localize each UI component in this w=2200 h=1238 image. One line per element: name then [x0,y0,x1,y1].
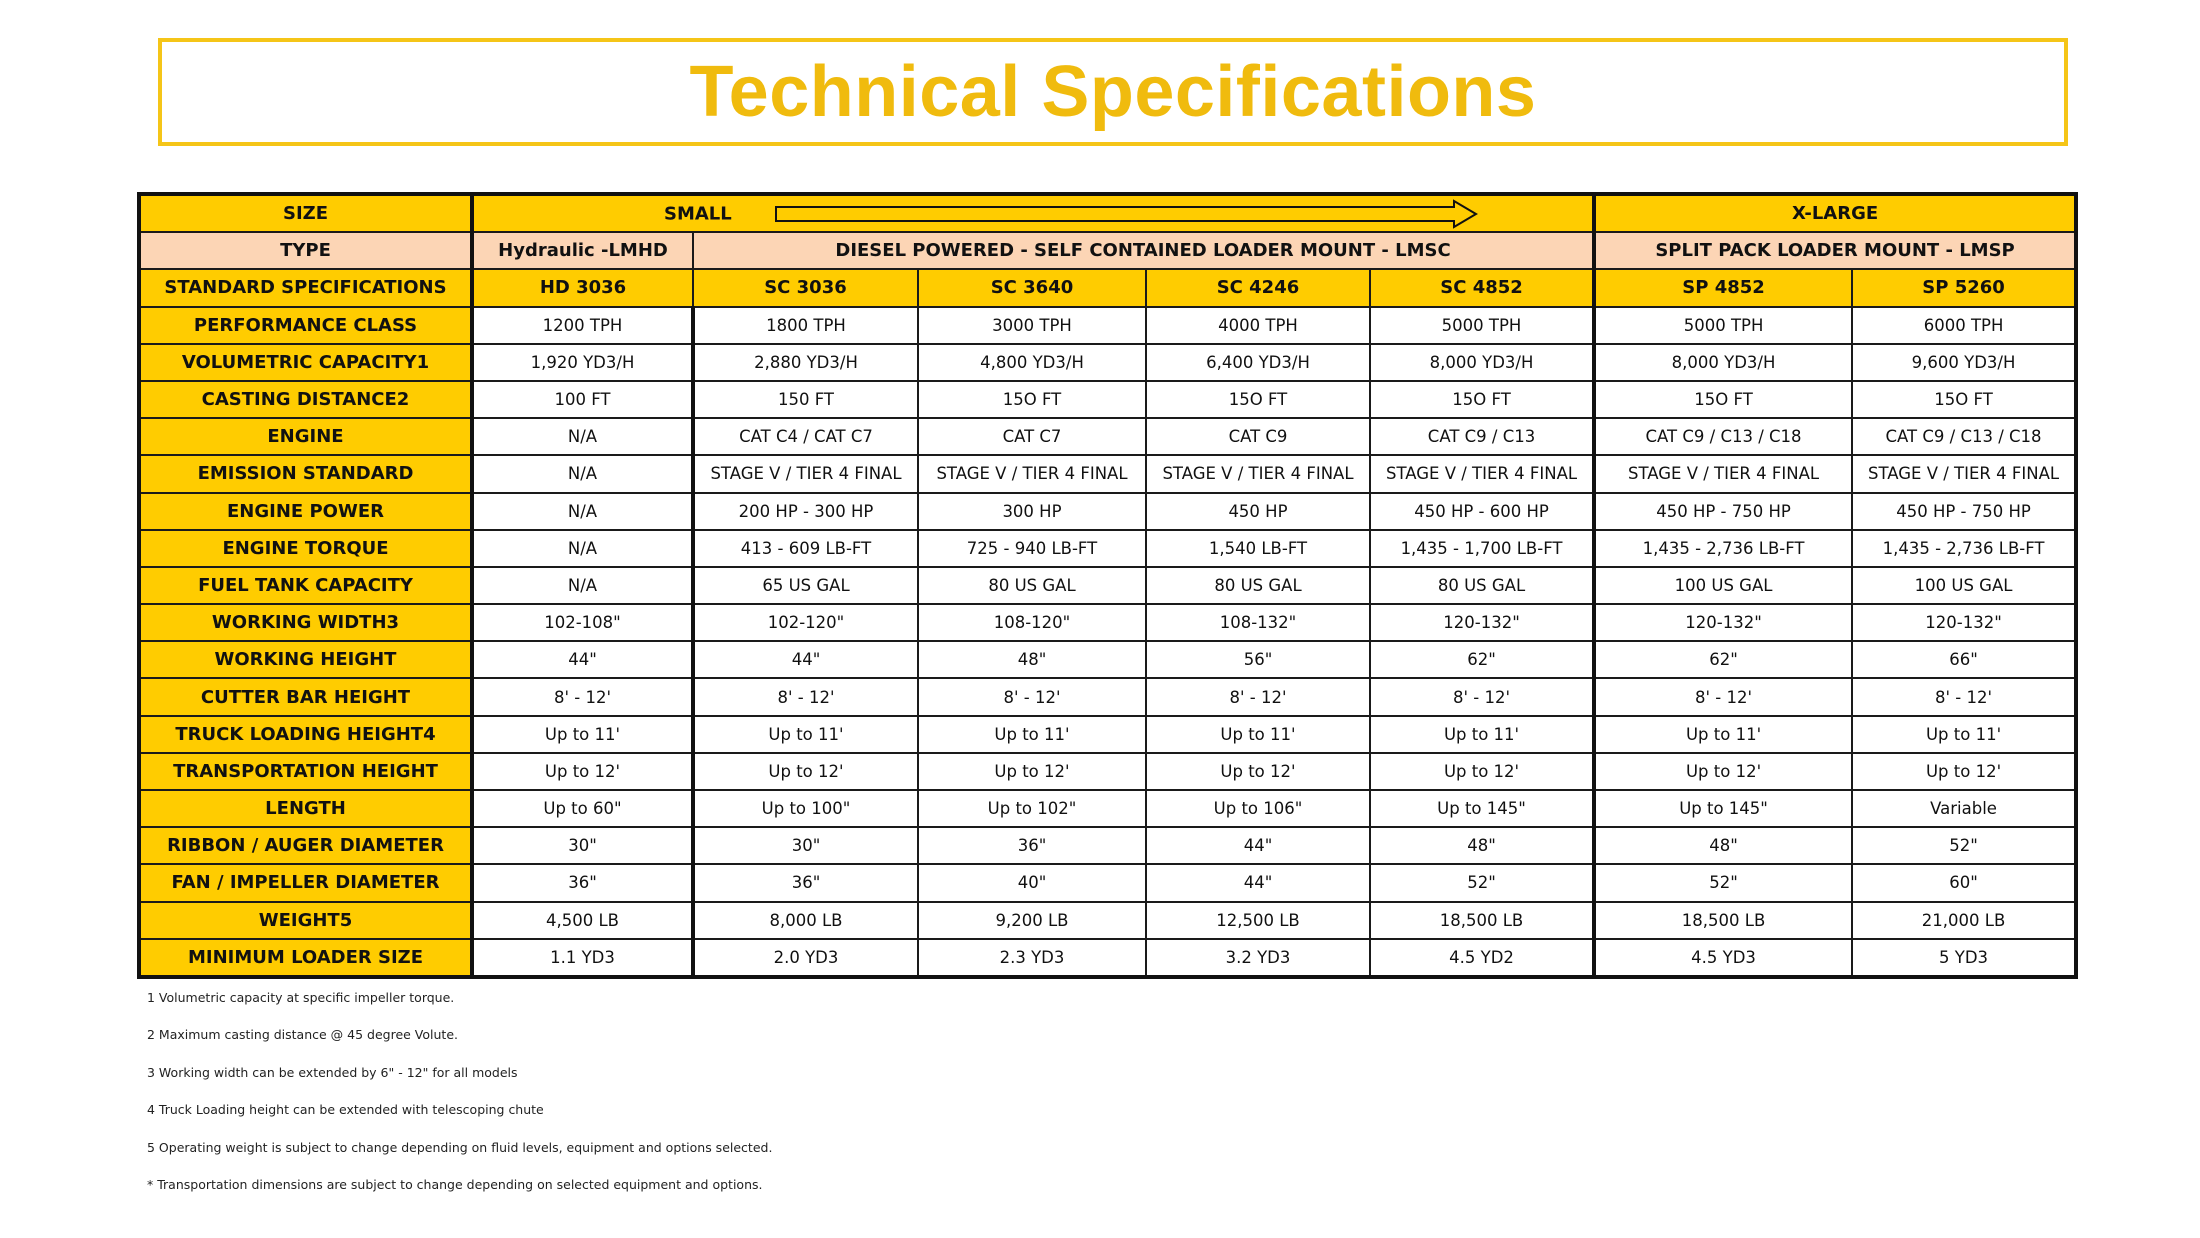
spec-label: WORKING HEIGHT [139,641,472,678]
spec-value: 44" [1146,827,1370,864]
spec-row [139,753,2076,790]
spec-value: N/A [472,455,693,492]
model-header: SC 3036 [693,269,918,306]
spec-value: 15O FT [1594,381,1852,418]
spec-value: 1,435 - 1,700 LB-FT [1370,530,1594,567]
spec-value: Up to 100" [693,790,918,827]
spec-value: 1,540 LB-FT [1146,530,1370,567]
models-label: STANDARD SPECIFICATIONS [139,269,472,306]
spec-value: 48" [918,641,1146,678]
spec-value: 8' - 12' [918,678,1146,715]
spec-value: 36" [472,864,693,901]
spec-value: 8' - 12' [1146,678,1370,715]
size-xlarge-cell: X-LARGE [1594,194,2076,232]
spec-value: 15O FT [1852,381,2076,418]
type-diesel: DIESEL POWERED - SELF CONTAINED LOADER MOUNT - LMSC [693,232,1594,269]
spec-value: Up to 60" [472,790,693,827]
spec-value: STAGE V / TIER 4 FINAL [693,455,918,492]
spec-value: 6,400 YD3/H [1146,344,1370,381]
spec-value: 80 US GAL [1370,567,1594,604]
spec-value: Up to 12' [693,753,918,790]
spec-value: N/A [472,530,693,567]
spec-value: 2.3 YD3 [918,939,1146,977]
footnote: * Transportation dimensions are subject to change depending on selected equipment and options. [147,1176,763,1192]
spec-value: Up to 11' [1852,716,2076,753]
spec-value: 12,500 LB [1146,902,1370,939]
spec-value: 4.5 YD2 [1370,939,1594,977]
spec-value: N/A [472,567,693,604]
spec-value: 48" [1594,827,1852,864]
spec-value: STAGE V / TIER 4 FINAL [1852,455,2076,492]
spec-value: Up to 145" [1370,790,1594,827]
size-row [139,194,2076,232]
spec-label: VOLUMETRIC CAPACITY1 [139,344,472,381]
spec-value: 18,500 LB [1370,902,1594,939]
spec-value: 5000 TPH [1594,307,1852,344]
size-label: SIZE [139,194,472,232]
spec-value: 1,435 - 2,736 LB-FT [1594,530,1852,567]
spec-value: 8,000 LB [693,902,918,939]
model-header: SC 3640 [918,269,1146,306]
spec-label: ENGINE POWER [139,493,472,530]
spec-value: N/A [472,418,693,455]
models-row [139,269,2076,306]
spec-label: WORKING WIDTH3 [139,604,472,641]
spec-label: TRUCK LOADING HEIGHT4 [139,716,472,753]
spec-value: 102-108" [472,604,693,641]
spec-value: 4000 TPH [1146,307,1370,344]
spec-value: 52" [1852,827,2076,864]
spec-value: STAGE V / TIER 4 FINAL [918,455,1146,492]
spec-value: 725 - 940 LB-FT [918,530,1146,567]
footnote: 5 Operating weight is subject to change depending on fluid levels, equipment and options selected. [147,1139,773,1155]
spec-value: 30" [693,827,918,864]
spec-value: 21,000 LB [1852,902,2076,939]
spec-value: 450 HP - 750 HP [1594,493,1852,530]
footnote: 4 Truck Loading height can be extended with telescoping chute [147,1102,544,1118]
model-header: SC 4246 [1146,269,1370,306]
spec-value: 36" [918,827,1146,864]
spec-value: 200 HP - 300 HP [693,493,918,530]
spec-row [139,344,2076,381]
spec-value: 9,600 YD3/H [1852,344,2076,381]
spec-row [139,493,2076,530]
spec-value: 52" [1370,864,1594,901]
spec-label: RIBBON / AUGER DIAMETER [139,827,472,864]
spec-value: CAT C9 / C13 [1370,418,1594,455]
spec-label: EMISSION STANDARD [139,455,472,492]
spec-value: 100 FT [472,381,693,418]
spec-value: 65 US GAL [693,567,918,604]
type-hydraulic: Hydraulic -LMHD [472,232,693,269]
spec-value: N/A [472,493,693,530]
page-title: Technical Specifications [689,52,1537,132]
spec-value: 15O FT [1146,381,1370,418]
spec-value: Up to 11' [1146,716,1370,753]
spec-value: 8,000 YD3/H [1594,344,1852,381]
spec-row [139,604,2076,641]
spec-label: FAN / IMPELLER DIAMETER [139,864,472,901]
spec-value: 8' - 12' [1370,678,1594,715]
spec-row [139,381,2076,418]
spec-value: 6000 TPH [1852,307,2076,344]
type-label: TYPE [139,232,472,269]
spec-label: TRANSPORTATION HEIGHT [139,753,472,790]
spec-value: CAT C4 / CAT C7 [693,418,918,455]
spec-value: 18,500 LB [1594,902,1852,939]
spec-value: Up to 12' [1594,753,1852,790]
spec-value: 8' - 12' [693,678,918,715]
spec-value: CAT C9 / C13 / C18 [1594,418,1852,455]
spec-value: 44" [472,641,693,678]
spec-value: 4.5 YD3 [1594,939,1852,977]
spec-value: Up to 11' [918,716,1146,753]
spec-value: CAT C7 [918,418,1146,455]
spec-row [139,678,2076,715]
spec-value: Up to 145" [1594,790,1852,827]
spec-value: 120-132" [1370,604,1594,641]
spec-value: 60" [1852,864,2076,901]
spec-value: 1,435 - 2,736 LB-FT [1852,530,2076,567]
size-small-cell [472,194,1594,232]
model-header: SP 4852 [1594,269,1852,306]
spec-value: 413 - 609 LB-FT [693,530,918,567]
spec-value: 3.2 YD3 [1146,939,1370,977]
spec-row [139,939,2076,977]
spec-value: 80 US GAL [918,567,1146,604]
spec-value: 150 FT [693,381,918,418]
model-header: SP 5260 [1852,269,2076,306]
spec-table [137,192,2078,979]
spec-value: 1800 TPH [693,307,918,344]
spec-value: 62" [1370,641,1594,678]
spec-value: 450 HP [1146,493,1370,530]
spec-value: 120-132" [1852,604,2076,641]
spec-value: 100 US GAL [1852,567,2076,604]
spec-value: 56" [1146,641,1370,678]
spec-value: 5 YD3 [1852,939,2076,977]
spec-value: STAGE V / TIER 4 FINAL [1594,455,1852,492]
spec-label: CASTING DISTANCE2 [139,381,472,418]
spec-value: Up to 11' [1594,716,1852,753]
title-box [158,38,2068,146]
spec-row [139,418,2076,455]
spec-value: 36" [693,864,918,901]
size-small-label: SMALL [664,203,732,225]
spec-value: 1200 TPH [472,307,693,344]
spec-value: 80 US GAL [1146,567,1370,604]
model-header: SC 4852 [1370,269,1594,306]
spec-row [139,902,2076,939]
spec-value: 40" [918,864,1146,901]
spec-value: 120-132" [1594,604,1852,641]
spec-value: 52" [1594,864,1852,901]
spec-value: Up to 11' [1370,716,1594,753]
spec-value: 8,000 YD3/H [1370,344,1594,381]
spec-value: 450 HP - 600 HP [1370,493,1594,530]
spec-value: 100 US GAL [1594,567,1852,604]
type-split: SPLIT PACK LOADER MOUNT - LMSP [1594,232,2076,269]
footnote: 3 Working width can be extended by 6" - 12" for all models [147,1064,518,1080]
spec-row [139,567,2076,604]
footnotes [147,988,772,1212]
spec-value: Up to 12' [1370,753,1594,790]
spec-value: Up to 102" [918,790,1146,827]
spec-value: Up to 12' [918,753,1146,790]
spec-value: STAGE V / TIER 4 FINAL [1146,455,1370,492]
spec-value: 15O FT [918,381,1146,418]
spec-value: 2.0 YD3 [693,939,918,977]
type-row [139,232,2076,269]
spec-value: 108-132" [1146,604,1370,641]
spec-value: 66" [1852,641,2076,678]
spec-label: MINIMUM LOADER SIZE [139,939,472,977]
spec-value: 9,200 LB [918,902,1146,939]
spec-row [139,716,2076,753]
spec-value: Up to 12' [1146,753,1370,790]
spec-value: 44" [1146,864,1370,901]
spec-value: 4,800 YD3/H [918,344,1146,381]
spec-label: FUEL TANK CAPACITY [139,567,472,604]
spec-row [139,641,2076,678]
spec-row [139,864,2076,901]
spec-value: CAT C9 [1146,418,1370,455]
spec-label: ENGINE [139,418,472,455]
spec-value: 3000 TPH [918,307,1146,344]
spec-row [139,827,2076,864]
model-header: HD 3036 [472,269,693,306]
spec-row [139,790,2076,827]
spec-value: Up to 12' [472,753,693,790]
footnote: 1 Volumetric capacity at specific impeller torque. [147,990,455,1005]
spec-value: 1.1 YD3 [472,939,693,977]
spec-value: 8' - 12' [1852,678,2076,715]
spec-value: 5000 TPH [1370,307,1594,344]
spec-value: 8' - 12' [1594,678,1852,715]
spec-value: 8' - 12' [472,678,693,715]
spec-row [139,530,2076,567]
spec-value: 2,880 YD3/H [693,344,918,381]
spec-label: CUTTER BAR HEIGHT [139,678,472,715]
spec-value: 15O FT [1370,381,1594,418]
spec-value: STAGE V / TIER 4 FINAL [1370,455,1594,492]
spec-row [139,455,2076,492]
spec-label: WEIGHT5 [139,902,472,939]
spec-row [139,307,2076,344]
spec-value: 4,500 LB [472,902,693,939]
spec-value: Variable [1852,790,2076,827]
spec-value: 1,920 YD3/H [472,344,693,381]
spec-value: CAT C9 / C13 / C18 [1852,418,2076,455]
spec-value: 108-120" [918,604,1146,641]
spec-value: 62" [1594,641,1852,678]
spec-label: LENGTH [139,790,472,827]
right-arrow-icon [774,199,1480,229]
spec-value: Up to 106" [1146,790,1370,827]
spec-value: 44" [693,641,918,678]
spec-value: 48" [1370,827,1594,864]
spec-value: 30" [472,827,693,864]
spec-value: Up to 11' [472,716,693,753]
spec-value: 102-120" [693,604,918,641]
footnote: 2 Maximum casting distance @ 45 degree Volute. [147,1027,458,1043]
spec-value: Up to 11' [693,716,918,753]
spec-value: 450 HP - 750 HP [1852,493,2076,530]
spec-label: ENGINE TORQUE [139,530,472,567]
spec-label: PERFORMANCE CLASS [139,307,472,344]
spec-value: 300 HP [918,493,1146,530]
spec-value: Up to 12' [1852,753,2076,790]
